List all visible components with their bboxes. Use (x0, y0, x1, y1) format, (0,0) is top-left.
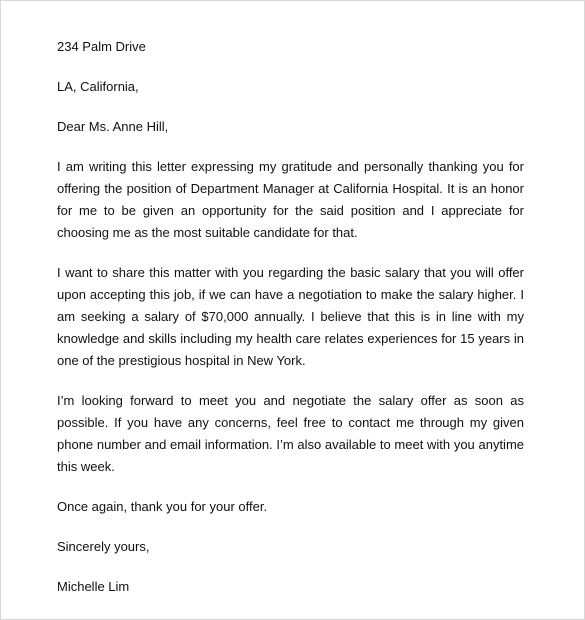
thanks-line: Once again, thank you for your offer. (57, 499, 268, 514)
address-line-1: 234 Palm Drive (57, 39, 146, 54)
salutation: Dear Ms. Anne Hill, (57, 119, 169, 134)
paragraph-salary: I want to share this matter with you regarding the basic salary that you will offer upon accepting this job, if we can have a negotiation to make the salary higher. I am seeking a salary of $70,000 annually. I believe that this is in line with my knowledge and skills including my health care relates experiences for 15 years in one of the prestigious hospital in New York. (57, 265, 524, 368)
closing-line: Sincerely yours, (57, 539, 150, 554)
signature-name: Michelle Lim (57, 579, 130, 594)
paragraph-gratitude: I am writing this letter expressing my gratitude and personally thanking you for offering the position of Department Manager at California Hospital. It is an honor for me to be given an opportunity for the said position and I appreciate for choosing me as the most suitable candidate for that. (57, 159, 524, 240)
paragraph-meeting: I’m looking forward to meet you and negotiate the salary offer as soon as possible. If you have any concerns, feel free to contact me through my given phone number and email information. I’m also available to meet with you anytime this week. (57, 393, 524, 474)
letter-body (57, 36, 524, 616)
address-line-2: LA, California, (57, 79, 139, 94)
